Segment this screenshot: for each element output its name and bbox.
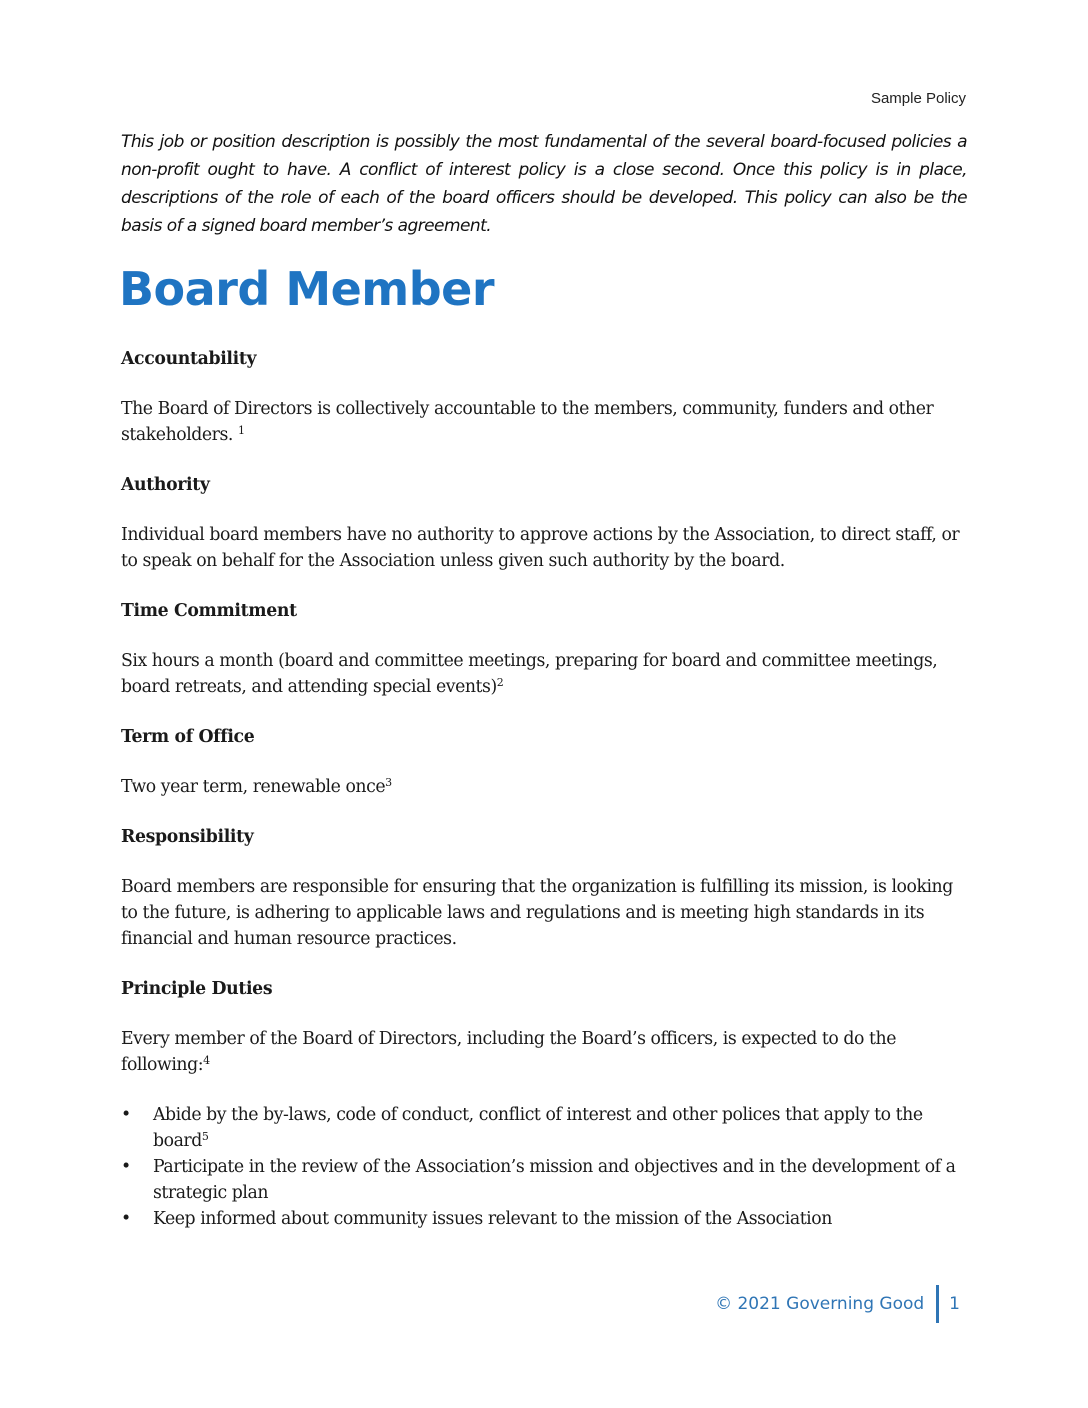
list-item: • Participate in the review of the Association’s mission and objectives and in the development of a strategic plan: [121, 1154, 971, 1206]
intro-note: This job or position description is possibly the most fundamental of the several board-focused policies a non-profit ought to have. A conflict of interest policy is a close second. Once this policy is in place, descriptions of the role of each of the board officers should be developed. This policy can also be the basis of a signed board member’s agreement.: [121, 132, 967, 236]
page-footer: [715, 1288, 960, 1320]
section-heading: Term of Office: [121, 727, 255, 747]
section-text: Two year term, renewable once$^3$: [121, 776, 392, 797]
section-heading: Accountability: [121, 349, 257, 369]
footer-divider: [936, 1285, 939, 1323]
section-text: Six hours a month (board and committee meetings, preparing for board and committee meetings, board retreats, and attending special events)$^2$: [121, 651, 938, 697]
section-heading: Authority: [121, 475, 210, 495]
page-title: Board Member: [119, 262, 495, 316]
page-number: 1: [949, 1294, 960, 1314]
footnote-ref[interactable]: 3: [385, 776, 392, 789]
section-time-commitment: [121, 598, 971, 700]
section-text: Board members are responsible for ensuring that the organization is fulfilling its mission, is looking to the future, is adhering to applicable laws and regulations and is meeting high standards in its financial and human resource practices.: [121, 877, 953, 949]
policy-content: [121, 346, 971, 1232]
section-text: The Board of Directors is collectively accountable to the members, community, funders and other stakeholders. $^1$: [121, 399, 934, 445]
footnote-ref[interactable]: 2: [496, 676, 504, 689]
header-label: Sample Policy: [870, 90, 966, 107]
section-responsibility: [121, 824, 971, 952]
footnote-ref[interactable]: 4: [203, 1054, 210, 1067]
section-heading: Time Commitment: [121, 601, 297, 621]
list-item: • Abide by the by-laws, code of conduct, conflict of interest and other polices that apply to the board$^5$: [121, 1102, 971, 1154]
footnote-ref[interactable]: 1: [237, 424, 245, 437]
bullet-icon: •: [121, 1209, 131, 1229]
footer-copyright: © 2021 Governing Good: [715, 1294, 925, 1314]
section-principle-duties: [121, 976, 971, 1232]
section-term-of-office: [121, 724, 971, 800]
footnote-ref[interactable]: 5: [201, 1130, 209, 1143]
section-heading: Principle Duties: [121, 979, 273, 999]
section-heading: Responsibility: [121, 827, 254, 847]
section-accountability: [121, 346, 971, 448]
section-text: Individual board members have no authority to approve actions by the Association, to direct staff, or to speak on behalf for the Association unless given such authority by the board.: [121, 525, 960, 571]
duties-list: [121, 1102, 971, 1232]
section-text: Every member of the Board of Directors, including the Board’s officers, is expected to do the following:$^4$: [121, 1029, 896, 1075]
bullet-icon: •: [121, 1105, 131, 1125]
section-authority: [121, 472, 971, 574]
list-item: • Keep informed about community issues relevant to the mission of the Association: [121, 1206, 971, 1232]
bullet-icon: •: [121, 1157, 131, 1177]
